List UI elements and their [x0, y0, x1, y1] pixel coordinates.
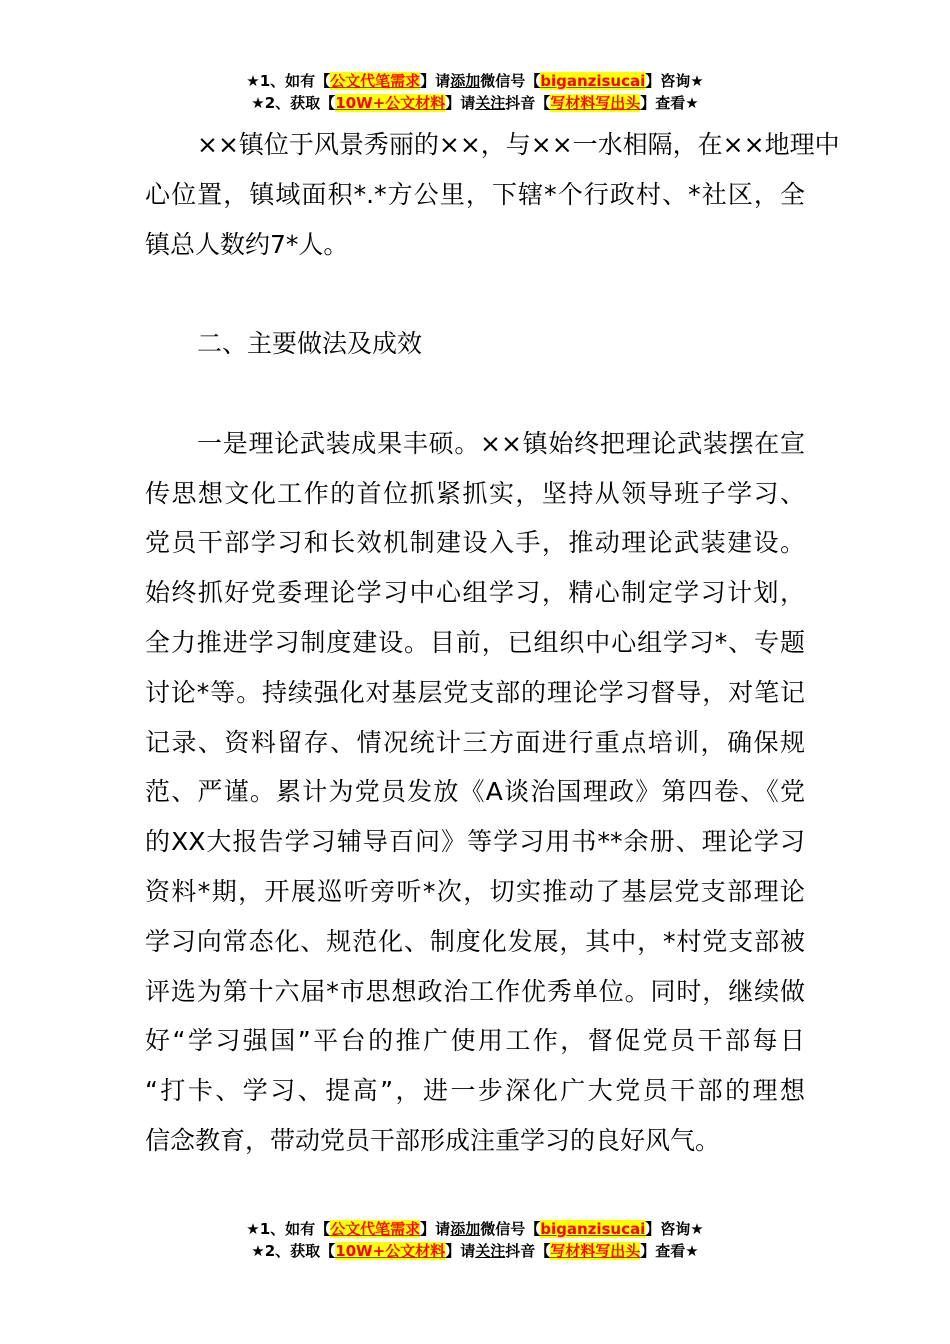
- text-line: 信念教育，带动党员干部形成注重学习的良好风气。: [145, 1125, 721, 1155]
- promo-text: 】请: [445, 1242, 476, 1260]
- document-body: [145, 120, 840, 1166]
- promo-text: 抖音【: [505, 94, 551, 112]
- promo-line-1: [0, 70, 950, 92]
- paragraph-theory: [145, 419, 805, 1166]
- promo-text: ★2、获取【: [251, 94, 336, 112]
- promo-text: 】请: [420, 1220, 451, 1238]
- promo-notice-bottom: [0, 1218, 950, 1262]
- promo-underline: 添加: [450, 1220, 481, 1238]
- text-line: 讨论*等。持续强化对基层党支部的理论学习督导，对笔记: [145, 677, 805, 707]
- promo-text: 】请: [420, 72, 451, 90]
- promo-text: 微信号【: [480, 72, 541, 90]
- promo-text: 】查看★: [640, 1242, 699, 1260]
- promo-text: 】咨询★: [645, 72, 704, 90]
- text-line: 心位置，镇域面积*.*方公里，下辖*个行政村、*社区，全: [145, 179, 805, 209]
- section-heading: 二、主要做法及成效: [197, 329, 423, 359]
- text-line: 党员干部学习和长效机制建设入手，推动理论武装建设。: [145, 528, 805, 558]
- promo-text: 】咨询★: [645, 1220, 704, 1238]
- promo-line-1: [0, 1218, 950, 1240]
- promo-text: 】请: [445, 94, 476, 112]
- text-line: ××镇位于风景秀丽的××，与××一水相隔，在××地理中: [197, 130, 840, 159]
- text-line: 传思想文化工作的首位抓紧抓实，坚持从领导班子学习、: [145, 478, 805, 508]
- paragraph-intro: [145, 120, 840, 269]
- text-line: 学习向常态化、规范化、制度化发展，其中，*村党支部被: [145, 926, 805, 956]
- promo-underline: 添加: [450, 72, 481, 90]
- promo-text: ★1、如有【: [246, 1220, 331, 1238]
- promo-highlight: 写材料写出头: [550, 94, 641, 112]
- promo-highlight: 10W+公文材料: [335, 1242, 446, 1260]
- text-line: 的XX大报告学习辅导百问》等学习用书**余册、理论学习: [145, 827, 805, 857]
- promo-highlight: biganzisucai: [540, 72, 646, 90]
- paragraph-gap: [145, 269, 805, 319]
- promo-highlight: 公文代笔需求: [330, 72, 421, 90]
- promo-text: ★1、如有【: [246, 72, 331, 90]
- promo-text: 】查看★: [640, 94, 699, 112]
- text-line: 一是理论武装成果丰硕。××镇始终把理论武装摆在宣: [197, 428, 805, 458]
- text-line: 始终抓好党委理论学习中心组学习，精心制定学习计划，: [145, 578, 805, 608]
- text-line: 范、严谨。累计为党员发放《A谈治国理政》第四卷、《党: [145, 777, 805, 807]
- paragraph-gap: [145, 369, 805, 419]
- promo-text: 抖音【: [505, 1242, 551, 1260]
- promo-highlight: 公文代笔需求: [330, 1220, 421, 1238]
- promo-highlight: 写材料写出头: [550, 1242, 641, 1260]
- text-line: “打卡、学习、提高”，进一步深化广大党员干部的理想: [145, 1076, 805, 1106]
- promo-underline: 关注: [475, 1242, 506, 1260]
- text-line: 资料*期，开展巡听旁听*次，切实推动了基层党支部理论: [145, 876, 805, 906]
- promo-underline: 关注: [475, 94, 506, 112]
- text-line: 镇总人数约7*人。: [145, 229, 349, 259]
- text-line: 评选为第十六届*市思想政治工作优秀单位。同时，继续做: [145, 976, 805, 1006]
- promo-line-2: [0, 92, 950, 114]
- promo-line-2: [0, 1240, 950, 1262]
- text-line: 记录、资料留存、情况统计三方面进行重点培训，确保规: [145, 727, 805, 757]
- promo-notice-top: [0, 70, 950, 114]
- promo-highlight: biganzisucai: [540, 1220, 646, 1238]
- text-line: 全力推进学习制度建设。目前，已组织中心组学习*、专题: [145, 627, 805, 657]
- promo-text: 微信号【: [480, 1220, 541, 1238]
- promo-text: ★2、获取【: [251, 1242, 336, 1260]
- promo-highlight: 10W+公文材料: [335, 94, 446, 112]
- text-line: 好“学习强国”平台的推广使用工作，督促党员干部每日: [145, 1026, 805, 1056]
